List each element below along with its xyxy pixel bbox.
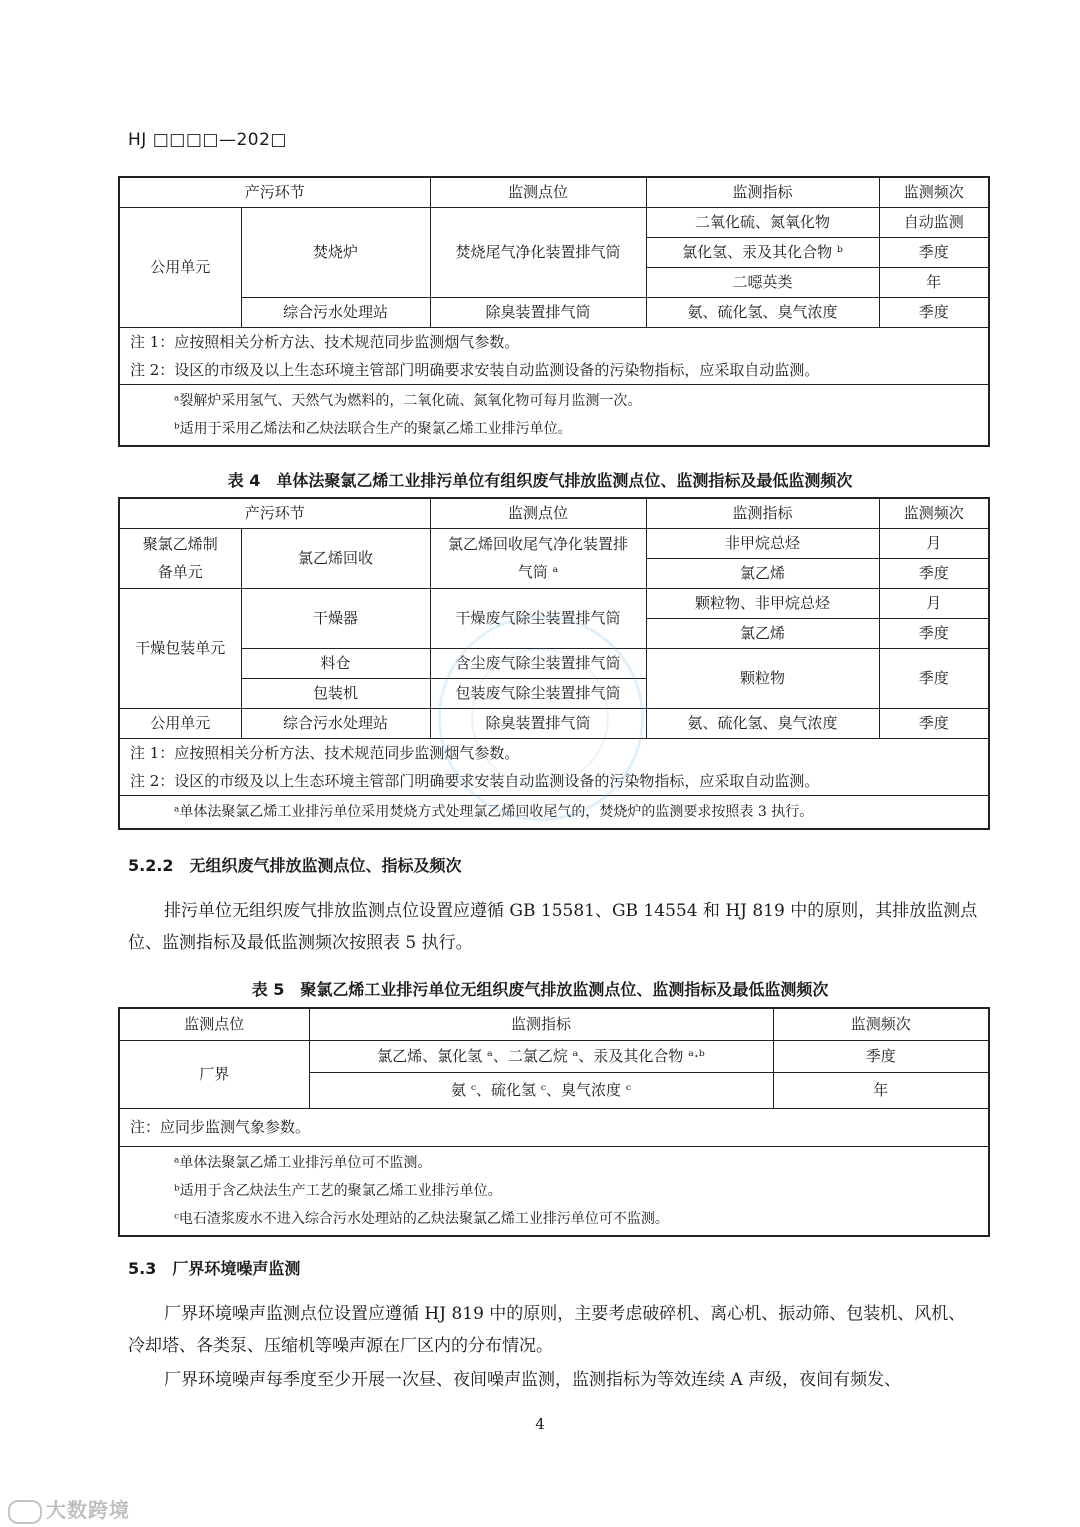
footnote-a: ᵃ单体法聚氯乙烯工业排污单位可不监测。 — [174, 1154, 432, 1171]
weibo-logo-icon — [8, 1500, 42, 1524]
process-cell: 料仓 — [241, 648, 430, 678]
point-cell: 氯乙烯回收尾气净化装置排气筒 ᵃ — [430, 528, 646, 588]
process-cell: 干燥器 — [241, 588, 430, 648]
header-indicator: 监测指标 — [646, 498, 879, 528]
process-cell: 包装机 — [241, 678, 430, 708]
header-process: 产污环节 — [119, 498, 430, 528]
unit-cell: 干燥包装单元 — [119, 588, 241, 708]
section-5-3-paragraph-2: 厂界环境噪声每季度至少开展一次昼、夜间噪声监测，监测指标为等效连续 A 声级，夜间有频发、 — [164, 1370, 902, 1390]
header-frequency: 监测频次 — [773, 1008, 989, 1040]
table-3-continued — [118, 176, 990, 447]
indicator-cell: 氨、硫化氢、臭气浓度 — [646, 297, 879, 327]
frequency-cell: 季度 — [879, 708, 989, 738]
footnote-b: ᵇ适用于含乙炔法生产工艺的聚氯乙烯工业排污单位。 — [174, 1182, 502, 1199]
header-indicator: 监测指标 — [309, 1008, 773, 1040]
header-point: 监测点位 — [430, 498, 646, 528]
indicator-cell: 氨 ᶜ、硫化氢 ᶜ、臭气浓度 ᶜ — [309, 1072, 773, 1108]
indicator-cell: 颗粒物 — [646, 648, 879, 708]
table-4-caption: 表 4 单体法聚氯乙烯工业排污单位有组织废气排放监测点位、监测指标及最低监测频次 — [227, 471, 853, 490]
point-cell: 除臭装置排气筒 — [430, 708, 646, 738]
header-point: 监测点位 — [430, 177, 646, 207]
header-process: 产污环节 — [119, 177, 430, 207]
indicator-cell: 颗粒物、非甲烷总烃 — [646, 588, 879, 618]
document-code: HJ □□□□—202□ — [128, 130, 287, 150]
watermark-seal — [438, 615, 644, 821]
frequency-cell: 自动监测 — [879, 207, 989, 237]
section-5-3-title: 5.3 厂界环境噪声监测 — [128, 1259, 301, 1278]
indicator-cell: 二噁英类 — [646, 267, 879, 297]
note-2: 注 2：设区的市级及以上生态环境主管部门明确要求安装自动监测设备的污染物指标，应采取自动监测。 — [130, 771, 820, 790]
frequency-cell: 季度 — [773, 1040, 989, 1072]
section-5-2-2-title: 5.2.2 无组织废气排放监测点位、指标及频次 — [128, 856, 462, 875]
point-cell: 含尘废气除尘装置排气筒 — [430, 648, 646, 678]
indicator-cell: 氯化氢、汞及其化合物 ᵇ — [646, 237, 879, 267]
frequency-cell: 月 — [879, 588, 989, 618]
indicator-cell: 氯乙烯 — [646, 558, 879, 588]
footnote-b: ᵇ适用于采用乙烯法和乙炔法联合生产的聚氯乙烯工业排污单位。 — [174, 420, 572, 437]
notes-cell — [119, 327, 989, 384]
unit-cell: 公用单元 — [119, 708, 241, 738]
frequency-cell: 季度 — [879, 648, 989, 708]
process-cell: 氯乙烯回收 — [241, 528, 430, 588]
indicator-cell: 氯乙烯 — [646, 618, 879, 648]
unit-cell: 公用单元 — [119, 207, 241, 327]
indicator-cell: 二氧化硫、氮氧化物 — [646, 207, 879, 237]
footnote-c: ᶜ电石渣浆废水不进入综合污水处理站的乙炔法聚氯乙烯工业排污单位可不监测。 — [174, 1210, 669, 1227]
note-1: 注 1：应按照相关分析方法、技术规范同步监测烟气参数。 — [130, 743, 520, 762]
note-2: 注 2：设区的市级及以上生态环境主管部门明确要求安装自动监测设备的污染物指标，应采取自动监测。 — [130, 360, 820, 379]
indicator-cell: 非甲烷总烃 — [646, 528, 879, 558]
point-cell: 包装废气除尘装置排气筒 — [430, 678, 646, 708]
section-5-3-paragraph-1: 厂界环境噪声监测点位设置应遵循 HJ 819 中的原则，主要考虑破碎机、离心机、振动筛、包装机、风机、冷却塔、各类泵、压缩机等噪声源在厂区内的分布情况。 — [128, 1304, 966, 1356]
frequency-cell: 季度 — [879, 297, 989, 327]
footnotes-cell — [119, 1146, 989, 1236]
frequency-cell: 月 — [879, 528, 989, 558]
point-cell: 焚烧尾气净化装置排气筒 — [430, 207, 646, 297]
table-5-caption: 表 5 聚氯乙烯工业排污单位无组织废气排放监测点位、监测指标及最低监测频次 — [251, 980, 829, 999]
watermark-text: 大数跨境 — [46, 1498, 130, 1522]
header-frequency: 监测频次 — [879, 177, 989, 207]
watermark — [8, 1494, 130, 1524]
footnote-a: ᵃ单体法聚氯乙烯工业排污单位采用焚烧方式处理氯乙烯回收尾气的，焚烧炉的监测要求按照表 3 执行。 — [119, 795, 989, 829]
header-point: 监测点位 — [119, 1008, 309, 1040]
indicator-cell: 氯乙烯、氯化氢 ᵃ、二氯乙烷 ᵃ、汞及其化合物 ᵃ·ᵇ — [309, 1040, 773, 1072]
process-cell: 综合污水处理站 — [241, 708, 430, 738]
footnote-a: ᵃ裂解炉采用氢气、天然气为燃料的，二氧化硫、氮氧化物可每月监测一次。 — [174, 392, 642, 409]
note-1: 注 1：应按照相关分析方法、技术规范同步监测烟气参数。 — [130, 332, 520, 351]
process-cell: 综合污水处理站 — [241, 297, 430, 327]
header-indicator: 监测指标 — [646, 177, 879, 207]
unit-cell: 聚氯乙烯制备单元 — [119, 528, 241, 588]
section-5-2-2-paragraph: 排污单位无组织废气排放监测点位设置应遵循 GB 15581、GB 14554 和 HJ 819 中的原则，其排放监测点位、监测指标及最低监测频次按照表 5 执行。 — [128, 901, 978, 953]
page-number: 4 — [535, 1415, 545, 1433]
indicator-cell: 氨、硫化氢、臭气浓度 — [646, 708, 879, 738]
process-cell: 焚烧炉 — [241, 207, 430, 297]
frequency-cell: 季度 — [879, 618, 989, 648]
header-frequency: 监测频次 — [879, 498, 989, 528]
point-cell: 除臭装置排气筒 — [430, 297, 646, 327]
frequency-cell: 年 — [773, 1072, 989, 1108]
frequency-cell: 年 — [879, 267, 989, 297]
note-cell: 注：应同步监测气象参数。 — [119, 1108, 989, 1146]
point-cell: 干燥废气除尘装置排气筒 — [430, 588, 646, 648]
footnotes-cell — [119, 384, 989, 446]
frequency-cell: 季度 — [879, 237, 989, 267]
frequency-cell: 季度 — [879, 558, 989, 588]
point-cell: 厂界 — [119, 1040, 309, 1108]
table-5 — [118, 1007, 990, 1237]
